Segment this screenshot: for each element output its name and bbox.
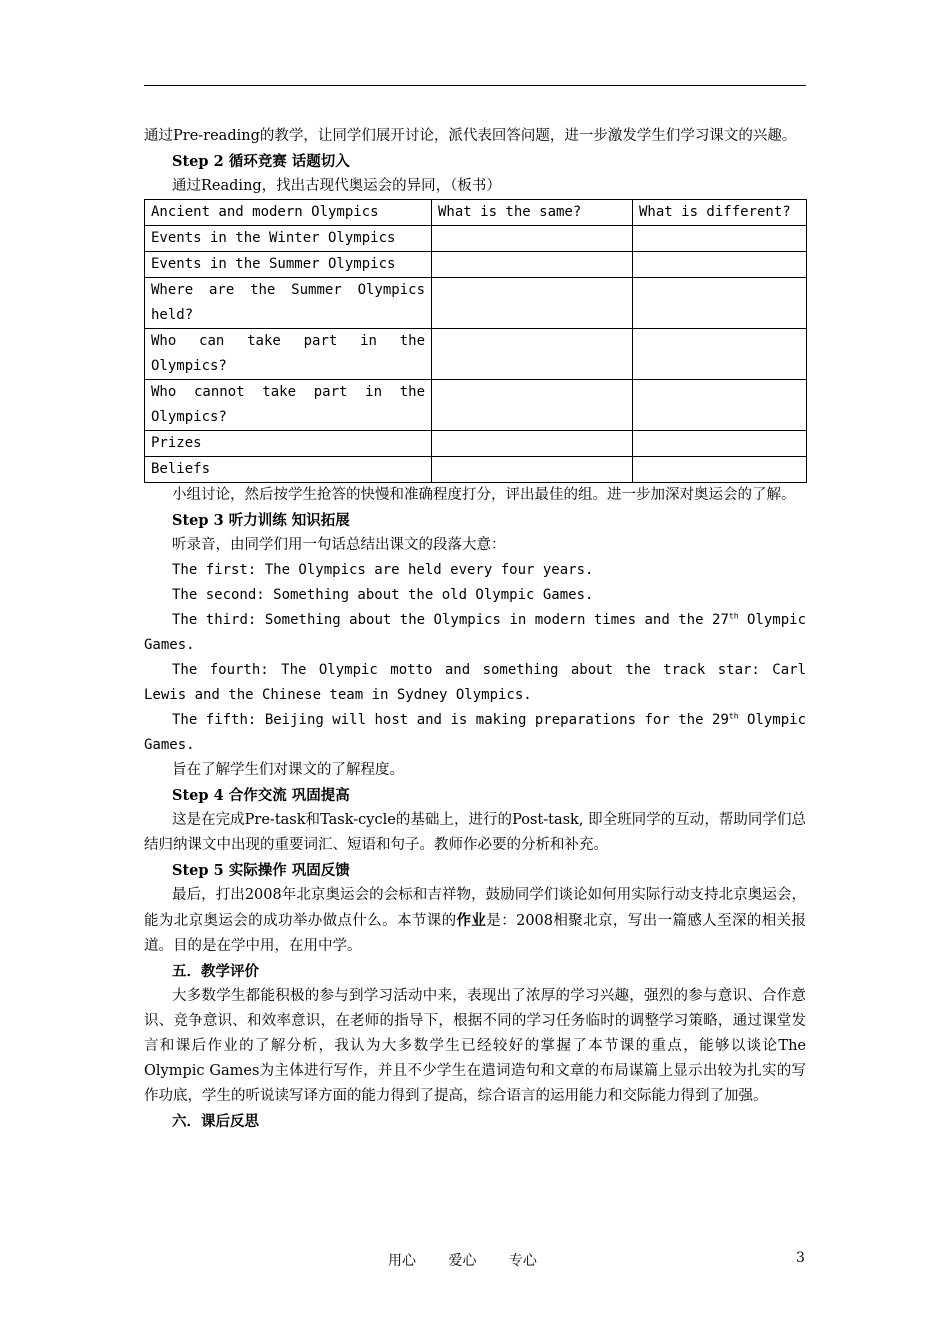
footer-word: 爱心 bbox=[448, 1253, 477, 1269]
table-row-label: Prizes bbox=[145, 431, 432, 457]
table-row-label: Events in the Summer Olympics bbox=[145, 252, 432, 278]
table-row-label: Who can take part in the Olympics? bbox=[145, 329, 432, 380]
page-number: 3 bbox=[796, 1250, 805, 1266]
intro-paragraph: 通过Pre-reading的教学，让同学们展开讨论，派代表回答问题，进一步激发学生们学习课文的兴趣。 bbox=[144, 128, 797, 144]
footer-word: 专心 bbox=[508, 1253, 537, 1269]
table-cell-empty bbox=[633, 278, 807, 329]
table-row bbox=[145, 457, 807, 483]
summary-fourth: The fourth: The Olympic motto and something about the track star: Carl Lewis and the Chinese team in Sydney Olympics. bbox=[144, 662, 806, 703]
after-table-paragraph: 小组讨论，然后按学生抢答的快慢和准确程度打分，评出最佳的组。进一步加深对奥运会的了解。 bbox=[172, 487, 796, 503]
summary-second: The second: Something about the old Olympic Games. bbox=[172, 587, 594, 603]
document-body bbox=[144, 124, 806, 1134]
table-header-row bbox=[145, 200, 807, 226]
table-cell-empty bbox=[432, 226, 633, 252]
step3-aim: 旨在了解学生们对课文的了解程度。 bbox=[172, 762, 404, 778]
table-cell-empty bbox=[633, 431, 807, 457]
table-header-cell: What is different? bbox=[633, 200, 807, 226]
step5-text-b: 是：2008相聚北京，写出一篇感人至深的相关报道。目的是在学中用，在用中学。 bbox=[144, 913, 807, 954]
step4-heading: Step 4 合作交流 巩固提高 bbox=[172, 787, 350, 804]
section5-heading: 五．教学评价 bbox=[172, 963, 259, 980]
homework-label: 作业 bbox=[456, 912, 487, 929]
table-header-cell: Ancient and modern Olympics bbox=[145, 200, 432, 226]
ordinal-suffix: th bbox=[728, 711, 739, 721]
ordinal-suffix: th bbox=[728, 611, 739, 621]
table-cell-empty bbox=[432, 457, 633, 483]
table-cell-empty bbox=[432, 278, 633, 329]
step5-heading: Step 5 实际操作 巩固反馈 bbox=[172, 862, 350, 879]
footer-word: 用心 bbox=[388, 1253, 416, 1269]
table-row bbox=[145, 380, 807, 431]
summary-third-end: Olympic Games. bbox=[144, 612, 806, 653]
summary-fifth bbox=[144, 708, 806, 758]
table-row bbox=[145, 329, 807, 380]
table-cell-empty bbox=[633, 380, 807, 431]
table-cell-empty bbox=[633, 226, 807, 252]
step3-text: 听录音，由同学们用一句话总结出课文的段落大意： bbox=[172, 537, 506, 553]
table-row-label: Where are the Summer Olympics held? bbox=[145, 278, 432, 329]
table-row bbox=[145, 278, 807, 329]
table-row-label: Beliefs bbox=[145, 457, 432, 483]
table-cell-empty bbox=[432, 329, 633, 380]
step3-heading: Step 3 听力训练 知识拓展 bbox=[172, 512, 350, 529]
step2-text: 通过Reading，找出古现代奥运会的异同，（板书） bbox=[172, 178, 501, 194]
table-cell-empty bbox=[633, 329, 807, 380]
section6-heading: 六．课后反思 bbox=[172, 1113, 259, 1130]
table-cell-empty bbox=[633, 252, 807, 278]
footer-motto bbox=[388, 1250, 565, 1270]
olympics-comparison-table bbox=[144, 199, 807, 483]
summary-fifth-end: Olympic Games. bbox=[144, 712, 806, 753]
table-row bbox=[145, 252, 807, 278]
table-cell-empty bbox=[432, 380, 633, 431]
table-row-label: Events in the Winter Olympics bbox=[145, 226, 432, 252]
table-row bbox=[145, 226, 807, 252]
table-cell-empty bbox=[633, 457, 807, 483]
table-header-cell: What is the same? bbox=[432, 200, 633, 226]
step5-text bbox=[144, 883, 806, 959]
table-row bbox=[145, 431, 807, 457]
table-cell-empty bbox=[432, 252, 633, 278]
step4-text: 这是在完成Pre-task和Task-cycle的基础上，进行的Post-task, 即全班同学的互动，帮助同学们总结归纳课文中出现的重要词汇、短语和句子。教师作必要的分析和补充。 bbox=[144, 812, 806, 853]
summary-third-text: The third: Something about the Olympics in modern times and the 27 bbox=[172, 612, 729, 628]
table-row-label: Who cannot take part in the Olympics? bbox=[145, 380, 432, 431]
summary-fifth-text: The fifth: Beijing will host and is making preparations for the 29 bbox=[172, 712, 729, 728]
section5-text: 大多数学生都能积极的参与到学习活动中来，表现出了浓厚的学习兴趣，强烈的参与意识、合作意识、竞争意识、和效率意识，在老师的指导下，根据不同的学习任务临时的调整学习策略，通过课堂发言和课后作业的了解分析，我认为大多数学生已经较好的掌握了本节课的重点，能够以谈论The Olympic Games为主体进行写作，并且不少学生在遣词造句和文章的布局谋篇上显示出较为扎实的写作功底，学生的听说读写译方面的能力得到了提高，综合语言的运用能力和交际能力得到了加强。 bbox=[144, 988, 806, 1104]
summary-first: The first: The Olympics are held every four years. bbox=[172, 562, 594, 578]
step2-heading: Step 2 循环竞赛 话题切入 bbox=[172, 153, 350, 170]
summary-third bbox=[144, 608, 806, 658]
step5-text-a: 最后，打出2008年北京奥运会的会标和吉祥物，鼓励同学们谈论如何用实际行动支持北京奥运会，能为北京奥运会的成功举办做点什么。本节课的 bbox=[144, 887, 806, 929]
table-cell-empty bbox=[432, 431, 633, 457]
header-rule bbox=[144, 85, 806, 86]
